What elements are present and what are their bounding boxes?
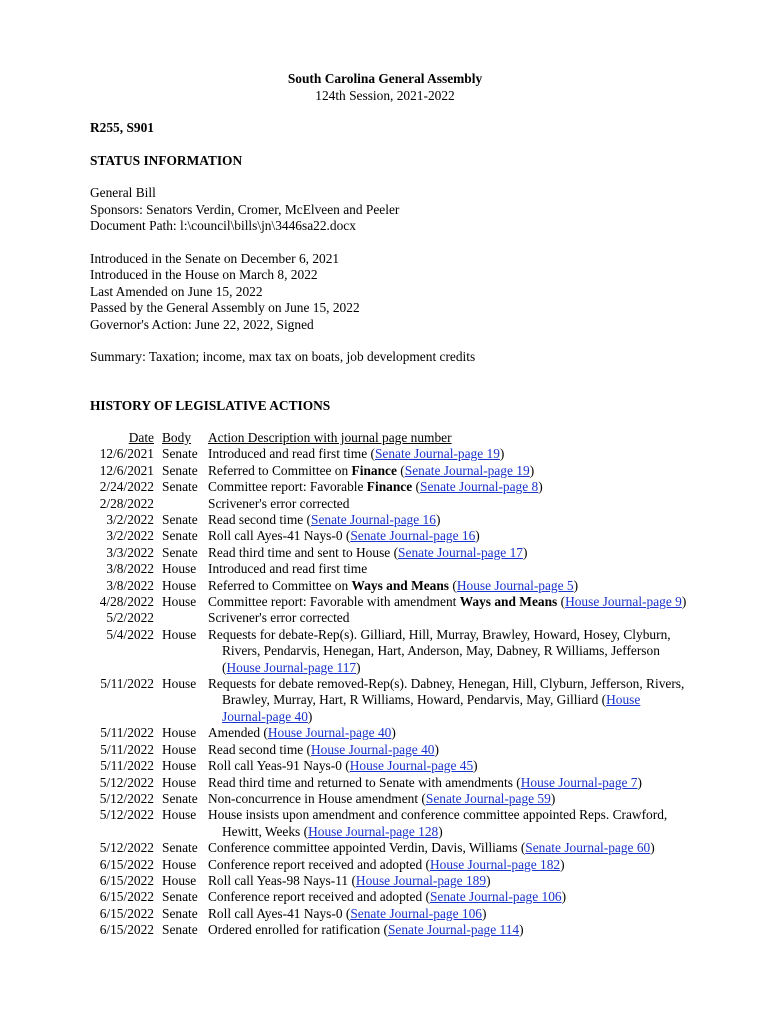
description-text: ) [681, 594, 687, 610]
action-body: House [162, 577, 197, 593]
action-description [208, 807, 687, 840]
description-text: Conference report received and adopted ( [208, 856, 430, 872]
history-row [90, 446, 690, 462]
action-date: 5/11/2022 [100, 758, 154, 774]
journal-link[interactable]: House Journal-page 7 [520, 774, 638, 790]
journal-link[interactable]: Senate Journal-page 60 [525, 840, 651, 856]
action-description [208, 758, 687, 774]
description-text: Roll call Yeas-91 Nays-0 ( [208, 758, 350, 774]
status-heading: STATUS INFORMATION [90, 153, 243, 168]
action-body: Senate [162, 544, 198, 560]
action-body: House [162, 561, 197, 577]
action-body: Senate [162, 922, 198, 938]
action-body: House [162, 807, 197, 823]
action-description [208, 857, 687, 873]
column-header-body: Body [162, 430, 192, 445]
journal-link[interactable]: Senate Journal-page 114 [387, 922, 520, 938]
history-row [90, 528, 690, 544]
description-text: Requests for debate-Rep(s). Gilliard, Hill, Murray, Brawley, Howard, Hosey, Clyburn, Rivers, Pendarvis, Henegan, Hart, Anderson, May, Dabney, R Williams, Jefferson ( [208, 626, 671, 675]
history-row [90, 807, 690, 840]
description-text: ) [561, 889, 567, 905]
description-text: Introduced and read first time [208, 561, 368, 577]
description-text: Non-concurrence in House amendment ( [208, 790, 426, 806]
action-date: 5/12/2022 [99, 774, 154, 790]
action-description [208, 528, 687, 544]
action-body: Senate [162, 462, 198, 478]
history-row [90, 873, 690, 889]
description-text: Referred to Committee on [208, 577, 352, 593]
action-date: 5/2/2022 [106, 610, 154, 626]
history-row [90, 627, 690, 676]
description-text: Read third time and sent to House ( [208, 544, 399, 560]
description-text: ( [557, 594, 566, 610]
history-row [90, 725, 690, 741]
history-header-row [90, 430, 690, 446]
history-heading: HISTORY OF LEGISLATIVE ACTIONS [90, 398, 331, 413]
description-text: ) [307, 708, 313, 724]
description-text: ) [435, 512, 441, 528]
description-text: Ordered enrolled for ratification ( [208, 922, 388, 938]
journal-link[interactable]: House Journal-page 40 [222, 692, 641, 724]
action-date: 5/11/2022 [100, 725, 154, 741]
bill-type: General Bill [90, 185, 156, 200]
action-body: Senate [162, 512, 198, 528]
journal-link[interactable]: Senate Journal-page 19 [404, 462, 530, 478]
description-text: House insists upon amendment and conference committee appointed Reps. Crawford, Hewitt, Weeks ( [208, 807, 668, 839]
document-path: Document Path: l:\council\bills\jn\3446sa22.docx [90, 218, 356, 233]
action-description [208, 676, 687, 725]
action-body: House [162, 758, 197, 774]
description-text: ) [434, 741, 439, 757]
description-text: ) [538, 479, 543, 495]
action-date: 3/3/2022 [106, 544, 154, 560]
action-date: 2/24/2022 [99, 479, 154, 495]
action-body: House [162, 594, 197, 610]
action-body: House [162, 741, 197, 757]
journal-link[interactable]: House Journal-page 182 [429, 856, 561, 872]
action-description [208, 873, 687, 889]
action-description [208, 775, 687, 791]
journal-link[interactable]: House Journal-page 117 [226, 659, 357, 675]
description-text: Amended ( [208, 725, 268, 741]
description-text: Committee report: Favorable with amendment [208, 594, 460, 610]
history-row [90, 857, 690, 873]
action-description [208, 791, 687, 807]
action-date: 2/28/2022 [99, 495, 154, 511]
description-text: ) [529, 462, 535, 478]
journal-link[interactable]: Senate Journal-page 17 [398, 544, 523, 560]
history-row [90, 594, 690, 610]
governor-action: Governor's Action: June 22, 2022, Signed [90, 317, 314, 332]
description-text: ) [475, 528, 480, 544]
committee-name: Ways and Means [459, 594, 558, 610]
action-body: House [162, 676, 197, 692]
action-body: House [162, 774, 197, 790]
journal-link[interactable]: Senate Journal-page 16 [350, 528, 476, 544]
action-description [208, 446, 687, 462]
action-body: Senate [162, 889, 198, 905]
last-amended: Last Amended on June 15, 2022 [90, 284, 263, 299]
history-row [90, 889, 690, 905]
history-rows [90, 446, 690, 938]
history-row [90, 775, 690, 791]
description-text: ) [486, 872, 491, 888]
description-text: Read second time ( [208, 741, 311, 757]
summary: Summary: Taxation; income, max tax on boats, job development credits [90, 349, 476, 364]
action-description [208, 496, 687, 512]
action-description [208, 922, 687, 938]
journal-link[interactable]: Senate Journal-page 106 [350, 905, 482, 921]
history-row [90, 463, 690, 479]
description-text: Committee report: Favorable [208, 479, 367, 495]
action-date: 5/12/2022 [99, 807, 154, 823]
action-description [208, 610, 687, 626]
action-description [208, 840, 687, 856]
action-description [208, 578, 687, 594]
description-text: ( [396, 462, 405, 478]
description-text: ) [573, 577, 579, 593]
history-row [90, 545, 690, 561]
journal-link[interactable]: House Journal-page 9 [565, 594, 682, 610]
history-row [90, 610, 690, 626]
history-row [90, 496, 690, 512]
document-title: South Carolina General Assembly [287, 71, 483, 86]
history-row [90, 922, 690, 938]
description-text: ) [499, 446, 505, 462]
action-body: House [162, 626, 197, 642]
history-row [90, 561, 690, 577]
description-text: ) [550, 790, 556, 806]
history-row [90, 840, 690, 856]
action-description [208, 463, 687, 479]
description-text: ) [637, 774, 642, 790]
action-description [208, 742, 687, 758]
action-description [208, 889, 687, 905]
action-body: Senate [162, 905, 198, 921]
description-text: ( [449, 577, 457, 593]
history-row [90, 479, 690, 495]
action-date: 12/6/2021 [99, 462, 154, 478]
history-row [90, 742, 690, 758]
action-body: Senate [162, 528, 198, 544]
session-label: 124th Session, 2021-2022 [315, 88, 455, 103]
description-text: Referred to Committee on [208, 462, 352, 478]
journal-link[interactable]: House Journal-page 189 [355, 872, 487, 888]
description-text: ) [522, 544, 528, 560]
description-text: Scrivener's error corrected [208, 495, 350, 511]
committee-name: Ways and Means [351, 577, 450, 593]
description-text: ) [481, 905, 487, 921]
committee-name: Finance [351, 462, 397, 478]
action-body: Senate [162, 479, 198, 495]
journal-link[interactable]: Senate Journal-page 16 [311, 512, 436, 528]
description-text: Roll call Ayes-41 Nays-0 ( [208, 905, 351, 921]
journal-link[interactable]: Senate Journal-page 19 [374, 446, 500, 462]
action-body: Senate [162, 840, 198, 856]
description-text: Conference committee appointed Verdin, Davis, Williams ( [208, 840, 526, 856]
action-date: 5/4/2022 [106, 626, 154, 642]
history-row [90, 791, 690, 807]
description-text: Scrivener's error corrected [208, 610, 350, 626]
action-date: 5/11/2022 [100, 741, 154, 757]
action-date: 12/6/2021 [99, 446, 154, 462]
action-description [208, 479, 687, 495]
introduced-house: Introduced in the House on March 8, 2022 [90, 267, 318, 282]
action-date: 6/15/2022 [99, 856, 154, 872]
action-body: House [162, 856, 197, 872]
action-date: 5/12/2022 [99, 790, 154, 806]
description-text: ) [391, 725, 396, 741]
journal-link[interactable]: Senate Journal-page 8 [420, 479, 539, 495]
action-date: 6/15/2022 [99, 872, 154, 888]
journal-link[interactable]: Senate Journal-page 106 [429, 889, 562, 905]
action-date: 5/12/2022 [99, 840, 154, 856]
journal-link[interactable]: House Journal-page 5 [456, 577, 574, 593]
description-text: ) [560, 856, 565, 872]
journal-link[interactable]: House Journal-page 45 [349, 758, 474, 774]
action-date: 5/11/2022 [100, 676, 154, 692]
action-description [208, 512, 687, 528]
description-text: ( [412, 479, 420, 495]
description-text: ) [356, 659, 361, 675]
history-row [90, 758, 690, 774]
action-body: Senate [162, 790, 198, 806]
action-body: Senate [162, 446, 198, 462]
journal-link[interactable]: Senate Journal-page 59 [425, 790, 551, 806]
history-row [90, 578, 690, 594]
action-date: 6/15/2022 [99, 889, 154, 905]
action-date: 4/28/2022 [99, 594, 154, 610]
description-text: Read second time ( [208, 512, 311, 528]
sponsors: Sponsors: Senators Verdin, Cromer, McElveen and Peeler [90, 202, 400, 217]
committee-name: Finance [366, 479, 413, 495]
journal-link[interactable]: House Journal-page 40 [311, 741, 435, 757]
action-description [208, 561, 687, 577]
action-date: 3/2/2022 [106, 528, 154, 544]
action-body: House [162, 725, 197, 741]
bill-number: R255, S901 [90, 120, 154, 135]
column-header-date: Date [128, 430, 154, 445]
action-description [208, 725, 687, 741]
action-body: House [162, 872, 197, 888]
history-table [90, 430, 690, 939]
description-text: Roll call Ayes-41 Nays-0 ( [208, 528, 351, 544]
description-text: Read third time and returned to Senate with amendments ( [208, 774, 521, 790]
description-text: ) [650, 840, 655, 856]
history-row [90, 512, 690, 528]
description-text: Introduced and read first time ( [208, 446, 375, 462]
description-text: ) [438, 823, 443, 839]
description-text: Requests for debate removed-Rep(s). Dabney, Henegan, Hill, Clyburn, Jefferson, Rivers, Brawley, Murray, Hart, R Williams, Howard, Pendarvis, May, Gilliard ( [208, 676, 685, 708]
action-description [208, 627, 687, 676]
journal-link[interactable]: House Journal-page 40 [267, 725, 392, 741]
column-header-description: Action Description with journal page number [208, 430, 452, 445]
introduced-senate: Introduced in the Senate on December 6, 2021 [90, 251, 340, 266]
action-date: 3/8/2022 [106, 561, 154, 577]
journal-link[interactable]: House Journal-page 128 [308, 823, 439, 839]
history-row [90, 906, 690, 922]
description-text: ) [473, 758, 478, 774]
passed-date: Passed by the General Assembly on June 15, 2022 [90, 300, 360, 315]
action-description [208, 545, 687, 561]
description-text: Conference report received and adopted ( [208, 889, 430, 905]
action-date: 6/15/2022 [99, 905, 154, 921]
description-text: ) [519, 922, 524, 938]
history-row [90, 676, 690, 725]
action-description [208, 906, 687, 922]
action-date: 3/8/2022 [106, 577, 154, 593]
action-date: 6/15/2022 [99, 922, 154, 938]
description-text: Roll call Yeas-98 Nays-11 ( [208, 872, 356, 888]
action-date: 3/2/2022 [106, 512, 154, 528]
action-description [208, 594, 687, 610]
